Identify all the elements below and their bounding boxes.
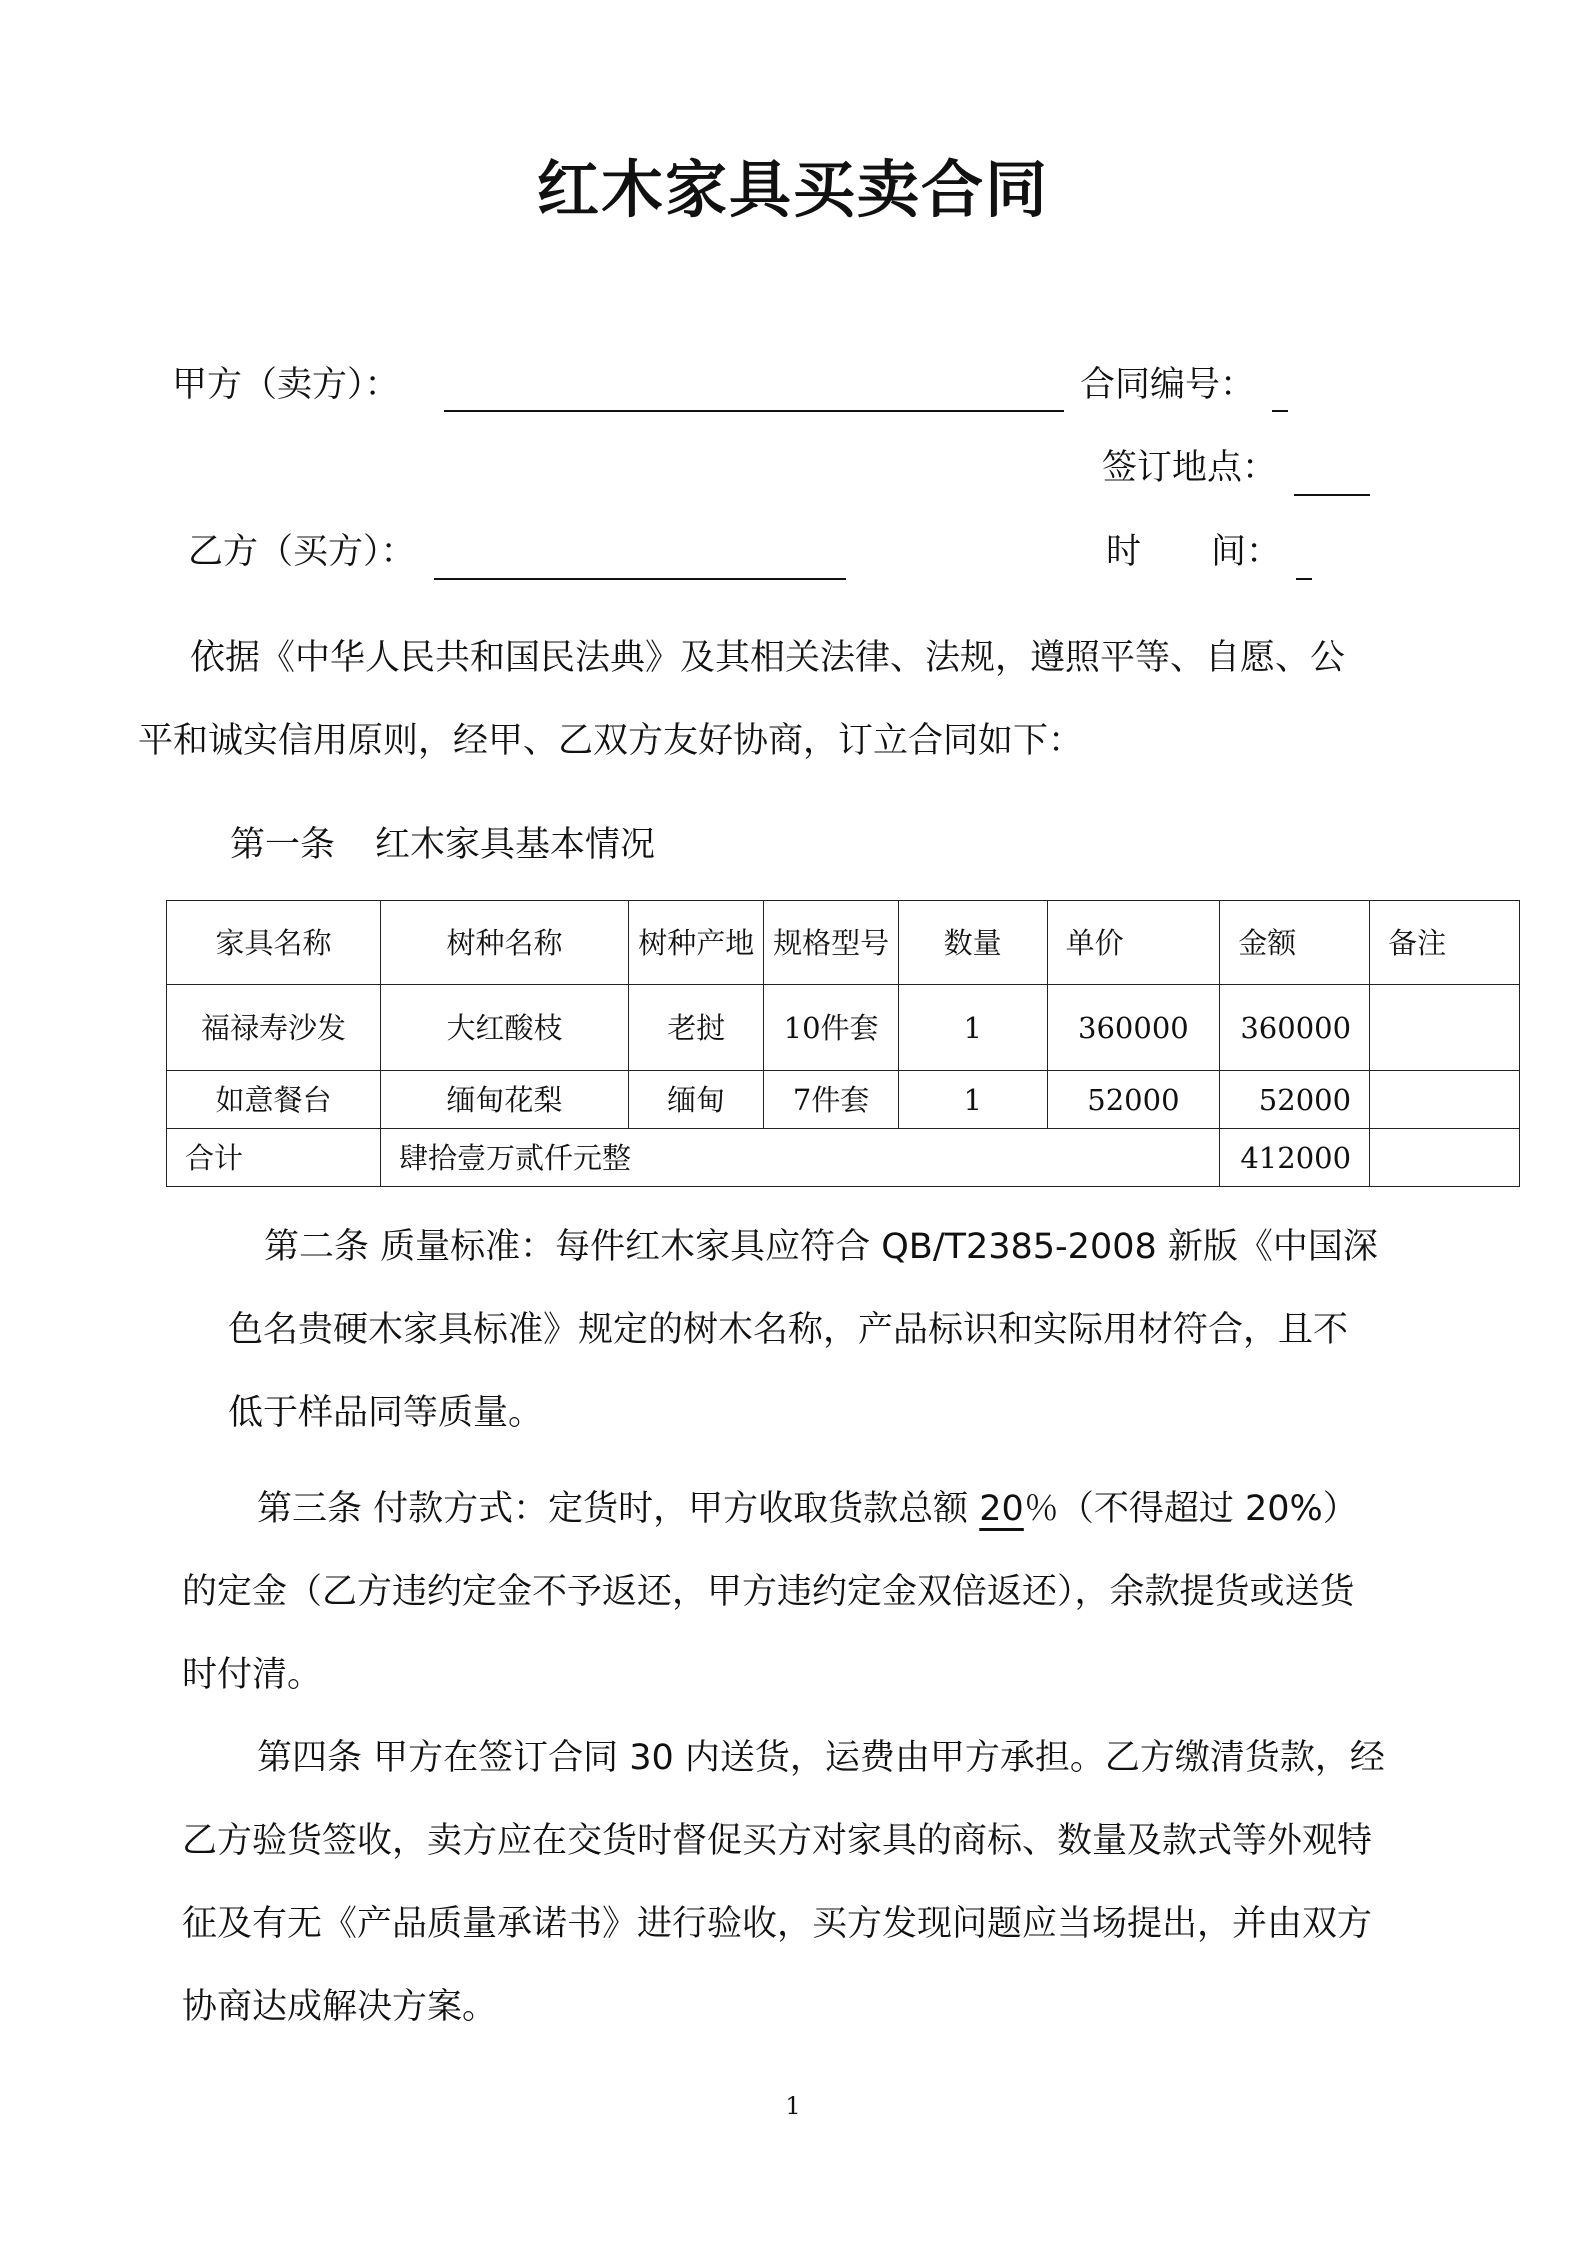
cell-origin: 老挝	[629, 985, 764, 1071]
total-amount: 412000	[1220, 1129, 1370, 1187]
cell-unit-price: 360000	[1047, 985, 1220, 1071]
cell-species: 缅甸花梨	[380, 1071, 628, 1129]
cell-name: 如意餐台	[167, 1071, 381, 1129]
article-3-line-1-start: 第三条 付款方式：定货时，甲方收取货款总额	[257, 1489, 980, 1529]
cell-amount: 360000	[1220, 985, 1370, 1071]
column-header: 树种名称	[380, 901, 628, 985]
time-label: 时 间：	[1106, 532, 1282, 572]
page-title: 红木家具买卖合同	[536, 153, 1049, 226]
cell-spec: 10件套	[764, 985, 898, 1071]
article-3-line-2: 的定金（乙方违约定金不予返还，甲方违约定金双倍返还），余款提货或送货	[182, 1572, 1355, 1612]
article-4-line-3: 征及有无《产品质量承诺书》进行验收，买方发现问题应当场提出，并由双方	[182, 1904, 1373, 1944]
table-total-row	[167, 1129, 1520, 1187]
cell-remark	[1370, 1071, 1520, 1129]
table-header-row	[167, 901, 1520, 985]
page-number: 1	[785, 2092, 801, 2120]
article-4-line-1: 第四条 甲方在签订合同 30 内送货，运费由甲方承担。乙方缴清货款，经	[257, 1738, 1385, 1778]
article-2	[228, 1206, 1378, 1455]
party-a-blank[interactable]	[444, 410, 1064, 412]
intro-line-1: 依据《中华人民共和国民法典》及其相关法律、法规，遵照平等、自愿、公	[190, 638, 1346, 678]
cell-unit-price: 52000	[1047, 1071, 1220, 1129]
furniture-table	[166, 900, 1520, 1187]
time-blank[interactable]	[1296, 578, 1312, 580]
article-4-line-4: 协商达成解决方案。	[182, 1987, 498, 2027]
article-1-heading	[230, 820, 655, 870]
column-header: 数量	[898, 901, 1047, 985]
contract-no-blank[interactable]	[1272, 410, 1288, 412]
cell-qty: 1	[898, 985, 1047, 1071]
column-header: 金额	[1220, 901, 1370, 985]
article-2-line-2: 色名贵硬木家具标准》规定的树木名称，产品标识和实际用材符合，且不	[228, 1310, 1349, 1350]
intro-paragraph	[138, 617, 1345, 783]
party-a-label: 甲方（卖方）：	[172, 365, 400, 405]
cell-spec: 7件套	[764, 1071, 898, 1129]
article-3-line-1	[182, 1468, 1358, 1551]
cell-amount: 52000	[1220, 1071, 1370, 1129]
sign-place-label: 签订地点：	[1102, 448, 1278, 488]
article-2-line-3: 低于样品同等质量。	[228, 1393, 544, 1433]
cell-qty: 1	[898, 1071, 1047, 1129]
article-3-line-1-end: ％（不得超过 20%）	[1023, 1489, 1358, 1529]
cell-remark	[1370, 985, 1520, 1071]
deposit-percent: 20	[979, 1489, 1024, 1529]
cell-origin: 缅甸	[629, 1071, 764, 1129]
total-in-words: 肆拾壹万贰仟元整	[380, 1129, 1219, 1187]
column-header: 树种产地	[629, 901, 764, 985]
column-header: 单价	[1047, 901, 1220, 985]
article-4-line-2: 乙方验货签收，卖方应在交货时督促买方对家具的商标、数量及款式等外观特	[182, 1821, 1373, 1861]
column-header: 规格型号	[764, 901, 898, 985]
party-b-blank[interactable]	[434, 578, 846, 580]
party-b-label: 乙方（买方）：	[188, 532, 416, 572]
table-row	[167, 1071, 1520, 1129]
sign-place-blank[interactable]	[1294, 494, 1370, 496]
cell-species: 大红酸枝	[380, 985, 628, 1071]
article-3-line-3: 时付清。	[182, 1655, 323, 1695]
article-3	[182, 1468, 1358, 1717]
cell-name: 福禄寿沙发	[167, 985, 381, 1071]
article-1-title: 红木家具基本情况	[375, 825, 656, 865]
contract-no-label: 合同编号：	[1080, 365, 1256, 405]
table-row	[167, 985, 1520, 1071]
article-4	[182, 1717, 1385, 2049]
total-label: 合计	[167, 1129, 381, 1187]
article-2-line-1: 第二条 质量标准：每件红木家具应符合 QB/T2385-2008 新版《中国深	[264, 1227, 1378, 1267]
article-1-number: 第一条	[230, 825, 336, 865]
total-remark	[1370, 1129, 1520, 1187]
column-header: 备注	[1370, 901, 1520, 985]
intro-line-2: 平和诚实信用原则，经甲、乙双方友好协商，订立合同如下：	[138, 721, 1084, 761]
column-header: 家具名称	[167, 901, 381, 985]
